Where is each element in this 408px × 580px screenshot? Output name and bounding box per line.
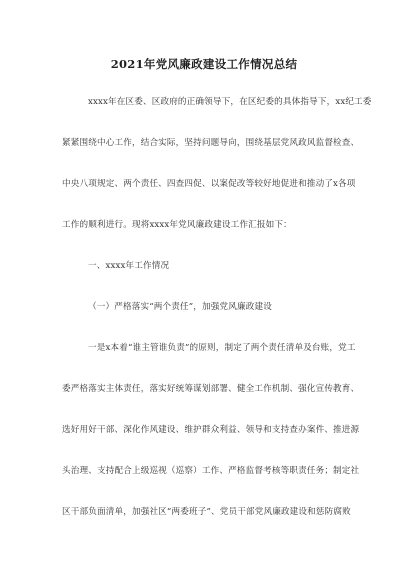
paragraph-line: 区干部负面清单，加强社区“两委班子”、党员干部党风廉政建设和惩防腐败 bbox=[62, 507, 351, 517]
paragraph-line: 一是x本着“谁主管谁负责”的原则，制定了两个责任清单及台账，党工 bbox=[88, 343, 356, 353]
paragraph-line: 头治理、支持配合上级巡视（巡察）工作、严格监督考核等职责任务；制定社 bbox=[62, 466, 360, 476]
paragraph-line: 工作的顺利进行。现将xxxx年党风廉政建设工作汇报如下： bbox=[62, 220, 292, 230]
paragraph-line: 委严格落实主体责任，落实好统筹谋划部署、健全工作机制、强化宣传教育、 bbox=[62, 384, 360, 394]
subsection-heading: （一）严格落实“两个责任”，加强党风廉政建设 bbox=[88, 302, 272, 312]
paragraph-line: 选好用好干部、深化作风建设、维护群众利益、领导和支持查办案件、推进源 bbox=[62, 425, 360, 435]
document-title: 2021年党风廉政建设工作情况总结 bbox=[110, 57, 298, 71]
section-heading: 一、xxxx年工作情况 bbox=[88, 261, 170, 271]
paragraph-line: 紧紧围绕中心工作，结合实际，坚持问题导向，围绕基层党风政风监督检查、 bbox=[62, 138, 360, 148]
paragraph-line: 中央八项规定、两个责任、四查四促、以案促改等较好地促进和推动了x各项 bbox=[62, 179, 356, 189]
paragraph-line: xxxx年在区委、区政府的正确领导下，在区纪委的具体指导下，xx纪工委 bbox=[88, 97, 372, 107]
